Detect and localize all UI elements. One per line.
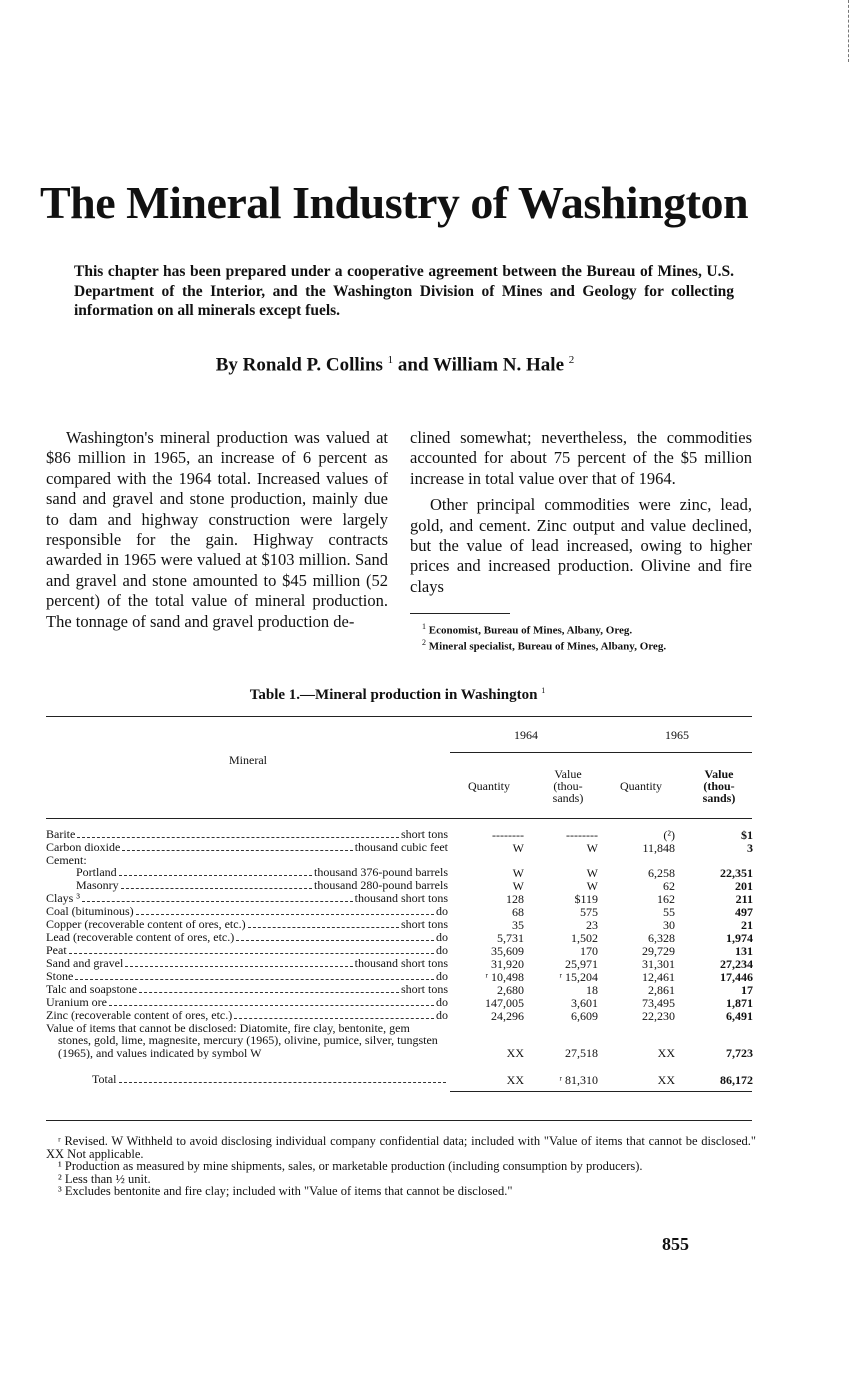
value-1965: 86,172 (720, 1072, 753, 1087)
mineral-unit: short tons (400, 828, 448, 841)
leader-dots (236, 940, 434, 941)
mineral-cell (46, 944, 448, 957)
table-row (46, 854, 753, 866)
table-title-ref: 1 (541, 686, 546, 695)
value-1964: 27,518 (565, 1045, 598, 1060)
mineral-name: Barite (46, 828, 76, 841)
value-1964: $119 (574, 892, 598, 906)
quantity-1964: 68 (512, 905, 524, 919)
value-1965: 17,446 (720, 970, 753, 984)
quantity-1964: 128 (506, 892, 524, 906)
quantity-1965: 12,461 (642, 970, 675, 984)
quantity-1965: 11,848 (642, 840, 675, 855)
mineral-name: Copper (recoverable content of ores, etc.) (46, 918, 246, 932)
table-row (46, 905, 753, 918)
table-row (46, 892, 753, 905)
mineral-cell (46, 983, 448, 996)
leader-dots (248, 927, 399, 928)
mineral-cell (46, 996, 448, 1009)
year-header-rule (450, 752, 752, 753)
header-bottom-rule (46, 818, 752, 819)
table-note: ¹ Production as measured by mine shipments, sales, or marketable production (including consumption by producers). (58, 1159, 643, 1174)
value-1964: 1,502 (571, 931, 598, 945)
mineral-cell (46, 828, 448, 841)
mineral-name: Coal (bituminous) (46, 905, 134, 919)
table-row (46, 944, 753, 957)
quantity-1965: 73,495 (642, 996, 675, 1010)
quantity-1965: 29,729 (642, 944, 675, 958)
mineral-unit: do (436, 1009, 448, 1023)
author-1-ref: 1 (387, 354, 394, 366)
body-paragraph: Other principal commodities were zinc, lead, gold, and cement. Zinc output and value declined, but the value of lead increased, owing to higher prices and increased production. Olivine and fire clays (410, 495, 752, 596)
body-paragraph: Washington's mineral production was valued at $86 million in 1965, an increase of 6 percent as compared with the 1964 total. Increased values of sand and gravel and stone production, mainly due to dam and highway construction were largely responsible for the gain. Highway contracts awarded in 1965 were valued at $103 million. Sand and gravel and stone amounted to $45 million (52 percent) of the total value of mineral production. The tonnage of sand and gravel production de- (46, 428, 388, 631)
value-1964: 170 (580, 944, 598, 958)
quantity-1964: 35,609 (491, 944, 524, 958)
quantity-1964: ʳ 10,498 (485, 970, 524, 984)
quantity-1964: 147,005 (485, 996, 524, 1010)
body-column-left (46, 428, 388, 632)
quantity-1965: 6,258 (648, 866, 675, 880)
author-2: and William N. Hale (397, 354, 565, 376)
value-1964: W (586, 879, 598, 893)
leader-dots (69, 953, 434, 954)
mineral-name: Carbon dioxide (46, 841, 121, 854)
quantity-1964: W (512, 840, 524, 855)
mineral-unit: do (436, 970, 448, 984)
table-row-undisclosed (46, 1022, 753, 1059)
leader-dots (77, 837, 399, 838)
quantity-1965: (²) (663, 827, 675, 842)
quantity-1964: 5,731 (497, 931, 524, 945)
mineral-cell (46, 905, 448, 918)
value-1965: 497 (735, 905, 753, 919)
quantity-1965: XX (657, 1072, 675, 1087)
quantity-1965: 162 (657, 892, 675, 906)
table-row-total (46, 1073, 753, 1086)
value-1965: 7,723 (726, 1045, 753, 1060)
quantity-1964: W (512, 879, 524, 893)
quantity-1964: XX (506, 1072, 524, 1087)
quantity-1965: 6,328 (648, 931, 675, 945)
table-title: Table 1.—Mineral production in Washington $^1$ (249, 686, 546, 703)
author-footnotes (410, 621, 752, 653)
footnote-rule (410, 613, 510, 614)
value-1965: 201 (735, 879, 753, 893)
quantity-1965: 31,301 (642, 957, 675, 971)
quantity-1964: 35 (512, 918, 524, 932)
value-1964: -------- (566, 827, 598, 842)
value-1965: 3 (747, 840, 753, 855)
table-note: ³ Excludes bentonite and fire clay; included with "Value of items that cannot be disclosed." (58, 1184, 513, 1199)
leader-dots (139, 992, 399, 993)
byline (0, 354, 790, 376)
page-number: 855 (662, 1234, 689, 1254)
mineral-unit: short tons (400, 983, 448, 997)
value-1964-header: Value (thou- sands) (552, 767, 584, 805)
leader-dots (82, 901, 353, 902)
mineral-name: Talc and soapstone (46, 983, 138, 997)
value-1965: 27,234 (720, 957, 753, 971)
total-label: Total (92, 1072, 117, 1086)
table-row (46, 1009, 753, 1022)
mineral-cell (46, 1073, 448, 1086)
author-footnote: $^2$ Mineral specialist, Bureau of Mines, Albany, Oreg. (422, 638, 667, 653)
mineral-cell (46, 918, 448, 931)
total-rule (450, 1091, 752, 1092)
table-row (46, 957, 753, 970)
value-1965: 6,491 (726, 1009, 753, 1023)
value-1965: $1 (741, 827, 753, 842)
value-1964: 3,601 (571, 996, 598, 1010)
mineral-name: Portland (76, 866, 117, 880)
mineral-unit: do (436, 996, 448, 1010)
mineral-unit: thousand 280-pound barrels (314, 879, 448, 893)
leader-dots (119, 875, 312, 876)
value-1964: W (586, 840, 598, 855)
mineral-cell (46, 970, 448, 983)
mineral-unit: short tons (400, 918, 448, 932)
mineral-name: Cement: (46, 854, 87, 867)
mineral-cell (46, 892, 448, 905)
leader-dots (109, 1005, 434, 1006)
quantity-1964: 2,680 (497, 983, 524, 997)
mineral-cell (46, 1009, 448, 1022)
mineral-cell (46, 841, 448, 854)
quantity-1965-header: Quantity (620, 779, 662, 793)
mineral-column-header: Mineral (229, 753, 267, 767)
quantity-1964: 31,920 (491, 957, 524, 971)
table-row (46, 970, 753, 983)
mineral-cell (46, 957, 448, 970)
value-1965: 22,351 (720, 866, 753, 880)
quantity-1964: W (512, 866, 524, 880)
quantity-1964: 24,296 (491, 1009, 524, 1023)
mineral-name: Peat (46, 944, 67, 958)
mineral-unit: do (436, 944, 448, 958)
table-bottom-rule (46, 1120, 752, 1121)
value-1964 (524, 854, 598, 866)
mineral-name: Masonry (76, 879, 119, 893)
value-1964: ʳ 81,310 (559, 1072, 598, 1087)
table-spacer (46, 1059, 753, 1073)
quantity-1965: 62 (663, 879, 675, 893)
mineral-unit: do (436, 905, 448, 919)
value-1964: 25,971 (565, 957, 598, 971)
author-2-ref: 2 (568, 354, 575, 366)
quantity-1964 (448, 854, 524, 866)
mineral-cell (46, 931, 448, 944)
mineral-name: Sand and gravel (46, 957, 124, 971)
mineral-unit: thousand 376-pound barrels (314, 866, 448, 880)
value-1965: 17 (741, 983, 753, 997)
table-note: ² Less than ½ unit. (58, 1171, 151, 1186)
table-row (46, 918, 753, 931)
mineral-cell (46, 1022, 448, 1059)
leader-dots (75, 979, 434, 980)
quantity-1964: -------- (492, 827, 524, 842)
value-1964: 18 (586, 983, 598, 997)
quantity-1965: XX (657, 1045, 675, 1060)
leader-dots (136, 914, 434, 915)
value-1965: 1,871 (726, 996, 753, 1010)
body-column-right (410, 428, 752, 597)
quantity-1965: 22,230 (642, 1009, 675, 1023)
mineral-cell (46, 866, 448, 879)
table-row (46, 841, 753, 854)
mineral-unit: thousand short tons (354, 957, 448, 971)
value-1965: 1,974 (726, 931, 753, 945)
year-1964-header: 1964 (514, 728, 538, 742)
leader-dots (125, 966, 352, 967)
quantity-1964: XX (506, 1045, 524, 1060)
value-1964: ʳ 15,204 (559, 970, 598, 984)
mineral-name: Zinc (recoverable content of ores, etc.) (46, 1009, 233, 1023)
quantity-1965 (598, 854, 675, 866)
table-row (46, 866, 753, 879)
table-top-rule (46, 716, 752, 717)
chapter-intro: This chapter has been prepared under a cooperative agreement between the Bureau of Mines, U.S. Department of the Interior, and the Washington Division of Mines and Geology for collecting information on all minerals except fuels. (74, 263, 734, 319)
leader-dots (121, 888, 312, 889)
leader-dots (119, 1082, 447, 1083)
value-1965 (675, 854, 753, 866)
mineral-unit: do (436, 931, 448, 945)
table-row (46, 879, 753, 892)
quantity-1965: 55 (663, 905, 675, 919)
mineral-name: Clays ³ (46, 892, 80, 906)
mineral-name: Lead (recoverable content of ores, etc.) (46, 931, 235, 945)
mineral-unit: thousand cubic feet (354, 841, 448, 854)
mineral-cell (46, 879, 448, 892)
value-1965-header: Value (thou- sands) (702, 767, 736, 805)
quantity-1964-header: Quantity (468, 779, 510, 793)
mineral-name: Stone (46, 970, 74, 984)
value-1965: 21 (741, 918, 753, 932)
leader-dots (122, 850, 352, 851)
table-row (46, 931, 753, 944)
value-1965: 131 (735, 944, 753, 958)
value-1964: W (586, 866, 598, 880)
mineral-production-table (46, 828, 753, 1086)
table-notes (46, 1135, 756, 1198)
mineral-name: Uranium ore (46, 996, 107, 1010)
table-note: ʳ Revised. W Withheld to avoid disclosing individual company confidential data; included with "Value of items that cannot be disclosed." XX Not applicable. (46, 1134, 756, 1161)
value-1965: 211 (735, 892, 753, 906)
undisclosed-text: Value of items that cannot be disclosed: Diatomite, fire clay, bentonite, gem stones, gold, lime, magnesite, mercury (1965), olivine, pumice, silver, tungsten (1965), and values indicated by symbol W (46, 1022, 438, 1059)
value-1964: 575 (580, 905, 598, 919)
footnote-mark: 2 (422, 638, 426, 648)
year-1965-header: 1965 (665, 728, 689, 742)
table-row (46, 983, 753, 996)
mineral-cell (46, 854, 448, 866)
table-row (46, 996, 753, 1009)
mineral-unit: thousand short tons (354, 892, 448, 906)
author-footnote: $^1$ Economist, Bureau of Mines, Albany, Oreg. (422, 622, 633, 637)
leader-dots (234, 1018, 434, 1019)
body-paragraph: clined somewhat; nevertheless, the commodities accounted for about 75 percent of the $5 million increase in total value over that of 1964. (410, 428, 752, 488)
table-row (46, 828, 753, 841)
page-title: The Mineral Industry of Washington (40, 177, 749, 228)
author-1: By Ronald P. Collins (215, 354, 383, 376)
quantity-1965: 2,861 (648, 983, 675, 997)
footnote-mark: 1 (422, 622, 426, 631)
value-1964: 6,609 (571, 1009, 598, 1023)
quantity-1965: 30 (663, 918, 675, 932)
value-1964: 23 (586, 918, 598, 932)
page-edge-mark (848, 0, 849, 62)
